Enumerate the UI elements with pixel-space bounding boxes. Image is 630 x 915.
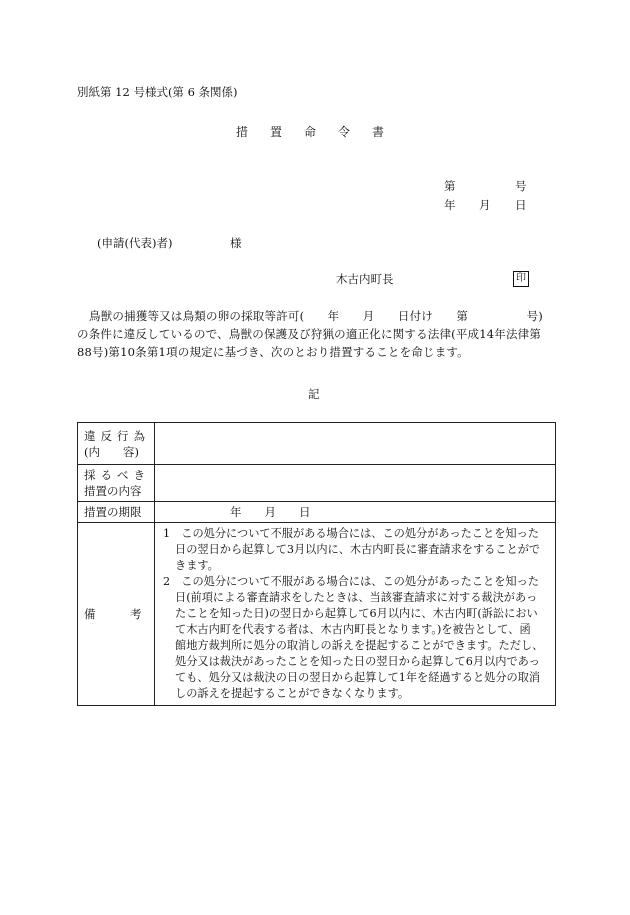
note-line: ても、処分又は裁決の日の翌日から起算して1年を経過すると処分の取消 bbox=[175, 671, 541, 684]
row-violation bbox=[78, 423, 556, 465]
note-line: きます。 bbox=[175, 559, 219, 572]
document-title: 措置命令書 bbox=[236, 125, 407, 139]
violation-content-cell[interactable] bbox=[155, 423, 556, 465]
addressee-label: (申請(代表)者) bbox=[97, 236, 173, 250]
form-label: 別紙第 12 号様式(第 6 条関係) bbox=[77, 85, 238, 99]
row-remarks bbox=[78, 523, 556, 706]
measures-header-line1: 採るべき bbox=[84, 468, 150, 482]
body-line: 鳥獣の捕獲等又は鳥類の卵の採取等許可( 年 月 日付け 第 号) bbox=[89, 309, 543, 323]
remarks-notes bbox=[155, 523, 556, 706]
ki-heading: 記 bbox=[308, 387, 320, 401]
remarks-header: 備 考 bbox=[78, 523, 155, 706]
note-line: たことを知った日)の翌日から起算して6月以内に、木古内町(訴訟におい bbox=[175, 607, 538, 620]
violation-header-line1: 違反行為 bbox=[84, 428, 150, 443]
note-line: 2 この処分について不服がある場合には、この処分があったことを知った bbox=[163, 575, 539, 588]
order-table bbox=[77, 422, 556, 706]
row-measures bbox=[78, 465, 556, 502]
deadline-header: 措置の期限 bbox=[78, 502, 155, 523]
date-month: 月 bbox=[479, 198, 491, 212]
violation-header bbox=[78, 423, 155, 465]
measures-header-line2: 措置の内容 bbox=[84, 484, 142, 498]
measures-content-cell[interactable] bbox=[155, 465, 556, 502]
body-paragraph bbox=[77, 307, 557, 361]
body-line: の条件に違反しているので、鳥獣の保護及び狩猟の適正化に関する法律(平成14年法律第 bbox=[77, 327, 542, 341]
note-line: 館地方裁判所に処分の取消しの訴えを提起することができます。ただし、 bbox=[175, 639, 544, 652]
date-day: 日 bbox=[515, 198, 527, 212]
measures-header bbox=[78, 465, 155, 502]
body-line: 88号)第10条第1項の規定に基づき、次のとおり措置することを命じます。 bbox=[77, 345, 469, 359]
row-deadline bbox=[78, 502, 556, 523]
note-line: しの訴えを提起することができなくなります。 bbox=[175, 687, 410, 700]
seal-mark: 印 bbox=[513, 271, 529, 287]
note-line: 日の翌日から起算して3月以内に、木古内町長に審査請求をすることがで bbox=[175, 543, 541, 556]
issuer-name: 木古内町長 bbox=[336, 272, 394, 286]
doc-number-dai: 第 bbox=[444, 179, 456, 193]
note-line: 日(前項による審査請求をしたときは、当該審査請求に対する裁決があっ bbox=[175, 591, 538, 604]
note-line: 処分又は裁決があったことを知った日の翌日から起算して6月以内であっ bbox=[175, 655, 540, 668]
note-line: て木古内町を代表する者は、木古内町長となります。)を被告として、函 bbox=[175, 623, 531, 636]
date-year: 年 bbox=[444, 198, 456, 212]
note-line: 1 この処分について不服がある場合には、この処分があったことを知った bbox=[163, 527, 539, 540]
deadline-date[interactable]: 年 月 日 bbox=[155, 502, 556, 523]
violation-header-line2: (内 容) bbox=[84, 444, 139, 459]
addressee-honorific: 様 bbox=[230, 236, 242, 250]
doc-number-go: 号 bbox=[515, 179, 527, 193]
